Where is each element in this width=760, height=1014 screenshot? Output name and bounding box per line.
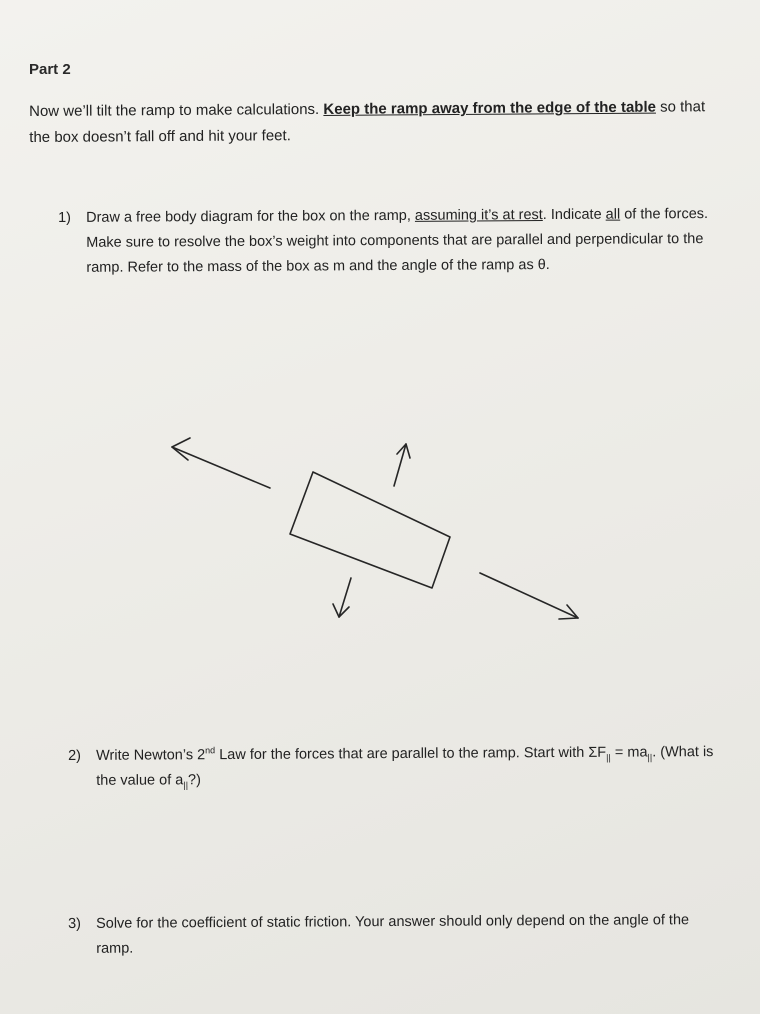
intro-text-before: Now we’ll tilt the ramp to make calculations. [29,100,324,120]
intro-text-after: so that the box doesn’t fall off and hit your feet. [29,98,706,146]
q2-text-c: = ma [610,744,648,761]
question-1-text [86,202,723,281]
q2-sub-2: || [647,752,653,763]
q2-sub-1: || [606,752,611,763]
free-body-diagram-sketch [160,430,600,640]
box-rectangle [290,472,450,588]
arrow-upper-left-head [172,438,190,460]
question-3-number: 3) [68,915,82,932]
q1-text-b: . Indicate [542,206,606,224]
q1-text-c: of the forces. Make sure to resolve the box’s weight into components that are parallel and perpendicular to the ramp. Refer to the mass of the box as m and the angle of the ramp as θ. [86,206,709,276]
q2-text-b: Law for the forces that are parallel to the ramp. Start with ΣF [215,744,607,764]
q2-text-d: . (What is the value of a [96,744,714,789]
question-1-number: 1) [58,209,72,226]
arrow-lower-right [480,573,578,618]
question-3-text: Solve for the coefficient of static friction. Your answer should only depend on the angle of the ramp. [96,912,690,957]
question-2-number: 2) [68,747,82,764]
question-2 [68,740,728,794]
part-title: Part 2 [29,61,71,78]
q2-text-e: ?) [187,772,201,789]
question-1 [58,202,723,281]
arrow-upper-left [172,447,270,488]
q1-text-a: Draw a free body diagram for the box on the ramp, [86,207,415,226]
question-3 [68,908,728,962]
q2-sup: nd [205,745,216,756]
q1-underline-a: assuming it’s at rest [414,207,543,224]
q2-text-a: Write Newton’s 2 [96,747,206,764]
question-2-text [96,740,728,794]
intro-paragraph [29,94,729,151]
q1-underline-b: all [605,206,621,223]
q2-sub-3: || [183,780,189,791]
intro-emphasis: Keep the ramp away from the edge of the table [323,98,656,118]
